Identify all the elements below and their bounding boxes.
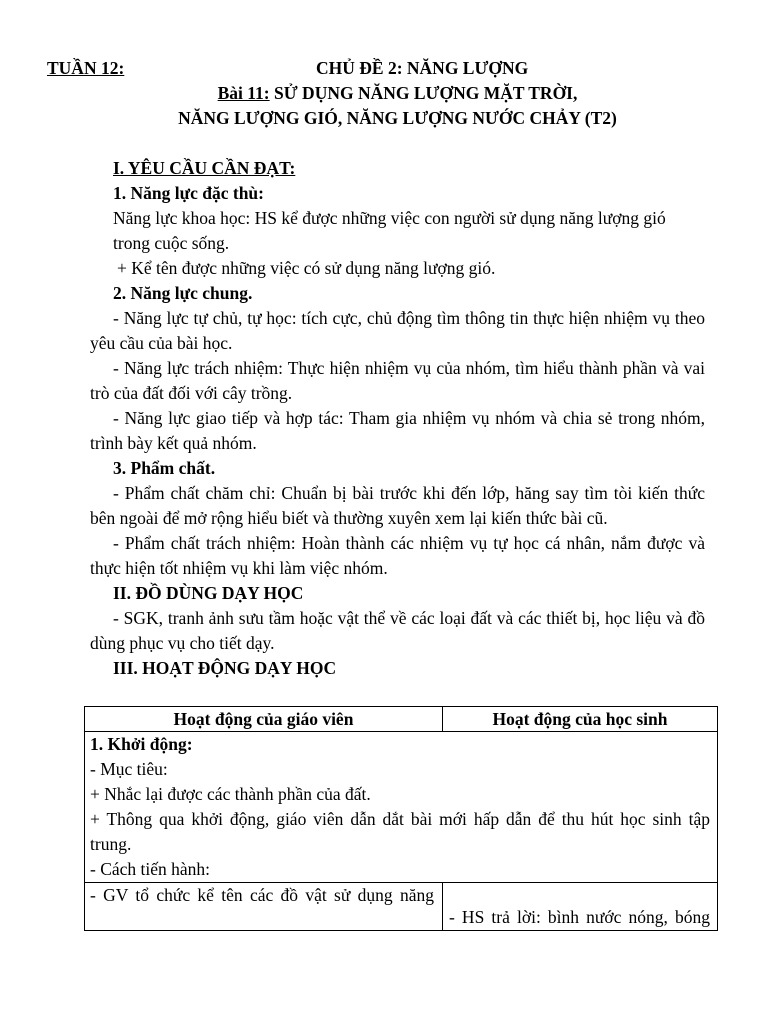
- paragraph-line: bên ngoài để mở rộng hiểu biết và thường xuyên xem lại kiến thức bài cũ.: [90, 508, 608, 528]
- warmup-heading: 1. Khởi động:: [90, 734, 193, 754]
- student-activity-text: - HS trả lời: bình nước nóng, bóng: [449, 907, 710, 927]
- lesson-title-line2: NĂNG LƯỢNG GIÓ, NĂNG LƯỢNG NƯỚC CHẢY (T2): [178, 108, 617, 128]
- paragraph-line: - Năng lực giao tiếp và hợp tác: Tham gia nhiệm vụ nhóm và chia sẻ trong nhóm,: [113, 408, 705, 428]
- section-heading-requirements: [90, 156, 705, 181]
- paragraph-line: dùng phục vụ cho tiết dạy.: [90, 633, 275, 653]
- subheading-specific-competence: 1. Năng lực đặc thù:: [113, 183, 264, 203]
- lesson-title-line1: [90, 81, 705, 106]
- section-heading-materials: II. ĐỒ DÙNG DẠY HỌC: [113, 583, 304, 603]
- teacher-activity-cell: [85, 883, 443, 930]
- column-header-teacher: Hoạt động của giáo viên: [85, 707, 443, 731]
- lesson-title-text: SỬ DỤNG NĂNG LƯỢNG MẶT TRỜI,: [274, 83, 578, 103]
- objective-label: - Mục tiêu:: [90, 759, 168, 779]
- objective-line: + Nhắc lại được các thành phần của đất.: [90, 784, 371, 804]
- subheading-qualities: 3. Phẩm chất.: [113, 458, 216, 478]
- table-row-warmup: [85, 731, 717, 882]
- subheading-general-competence: 2. Năng lực chung.: [113, 283, 253, 303]
- objective-line: + Thông qua khởi động, giáo viên dẫn dắt bài mới hấp dẫn để thu hút học sinh tập: [90, 809, 710, 829]
- section-heading-activities: III. HOẠT ĐỘNG DẠY HỌC: [113, 658, 337, 678]
- paragraph-line: thực hiện tốt nhiệm vụ khi làm việc nhóm.: [90, 558, 388, 578]
- activities-table: [84, 706, 718, 931]
- table-header-row: [85, 707, 717, 731]
- paragraph-line: yêu cầu của bài học.: [90, 333, 233, 353]
- teacher-activity-text: - GV tổ chức kể tên các đồ vật sử dụng năng: [90, 885, 434, 905]
- section-heading-requirements-text: I. YÊU CẦU CẦN ĐẠT:: [113, 158, 296, 178]
- paragraph-line: - Năng lực trách nhiệm: Thực hiện nhiệm vụ của nhóm, tìm hiểu thành phần và vai: [113, 358, 705, 378]
- topic-title: CHỦ ĐỀ 2: NĂNG LƯỢNG: [316, 58, 529, 78]
- procedure-label: - Cách tiến hành:: [90, 859, 211, 879]
- lesson-label: Bài 11:: [217, 83, 270, 103]
- paragraph-line: trong cuộc sống.: [113, 233, 230, 253]
- lesson-body: [90, 156, 705, 681]
- table-row: [85, 882, 717, 930]
- paragraph-line: - SGK, tranh ảnh sưu tầm hoặc vật thể về các loại đất và các thiết bị, học liệu và đồ: [113, 608, 705, 628]
- objective-line: trung.: [90, 834, 132, 854]
- column-header-student: Hoạt động của học sinh: [492, 709, 668, 729]
- paragraph-line: trò của đất đối với cây trồng.: [90, 383, 293, 403]
- paragraph-line: - Năng lực tự chủ, tự học: tích cực, chủ động tìm thông tin thực hiện nhiệm vụ theo: [113, 308, 705, 328]
- paragraph-line: - Phẩm chất trách nhiệm: Hoàn thành các nhiệm vụ tự học cá nhân, nắm được và: [113, 533, 705, 553]
- week-label: TUẦN 12:: [47, 58, 125, 78]
- bullet-line: + Kể tên được những việc có sử dụng năng lượng gió.: [117, 258, 496, 278]
- paragraph-line: Năng lực khoa học: HS kể được những việc con người sử dụng năng lượng gió: [113, 208, 666, 228]
- paragraph-line: - Phẩm chất chăm chỉ: Chuẩn bị bài trước khi đến lớp, hăng say tìm tòi kiến thức: [113, 483, 705, 503]
- student-activity-cell: [443, 883, 717, 930]
- paragraph-line: trình bày kết quả nhóm.: [90, 433, 257, 453]
